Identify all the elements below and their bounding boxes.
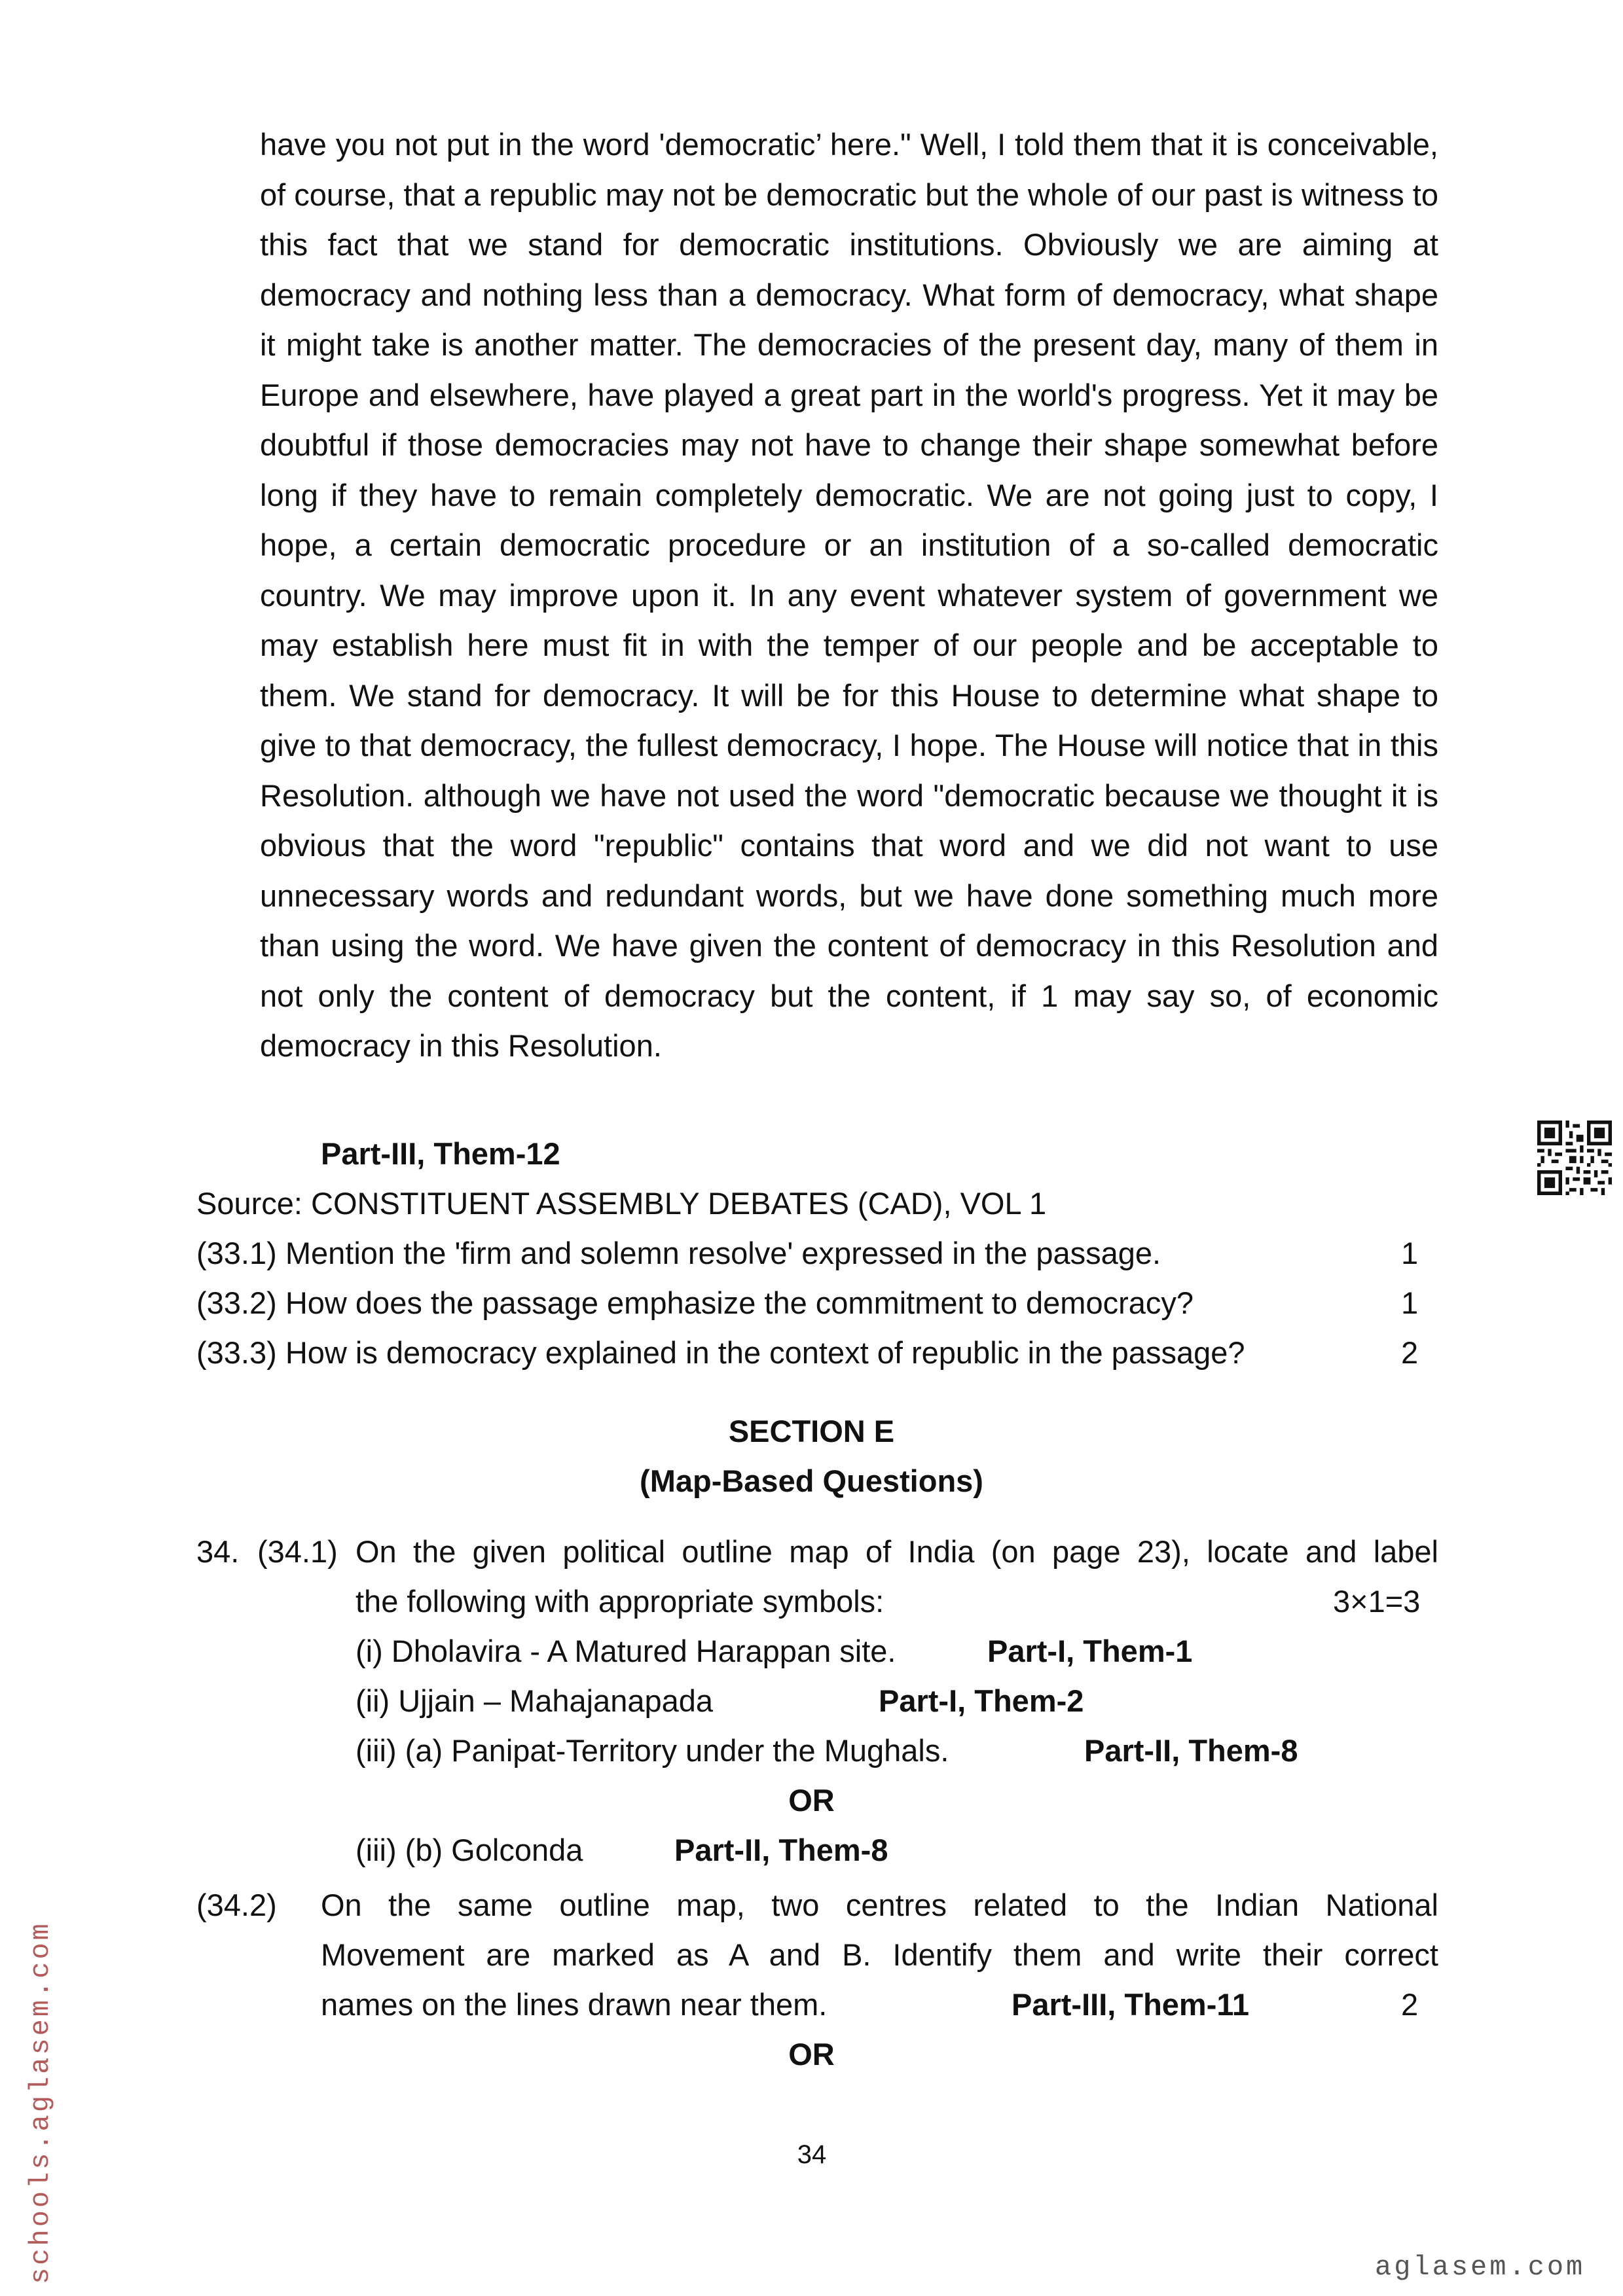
map-item-1-ref: Part-I, Them-1 <box>987 1634 1193 1668</box>
map-item-3b: (iii) (b) Golconda <box>356 1833 583 1867</box>
question-34-number: 34. <box>196 1534 240 1569</box>
question-34-2-line3: names on the lines drawn near them. <box>321 1987 828 2022</box>
or-separator-2: OR <box>788 2037 835 2072</box>
question-34-1-line1: On the given political outline map of India (on page 23), locate and label <box>356 1534 1438 1569</box>
map-item-3b-ref: Part-II, Them-8 <box>674 1833 888 1867</box>
qr-code-icon <box>1537 1121 1612 1195</box>
map-item-3a-ref: Part-II, Them-8 <box>1084 1733 1298 1768</box>
question-33-2: (33.2) How does the passage emphasize the commitment to democracy? <box>196 1285 1194 1320</box>
map-item-3a: (iii) (a) Panipat-Territory under the Mughals. <box>356 1733 949 1768</box>
passage-source: Source: CONSTITUENT ASSEMBLY DEBATES (CAD), VOL 1 <box>196 1186 1047 1221</box>
section-subtitle: (Map-Based Questions) <box>640 1463 983 1498</box>
passage-reference: Part-III, Them-12 <box>321 1136 560 1171</box>
map-item-2-ref: Part-I, Them-2 <box>879 1683 1084 1718</box>
bottom-watermark: aglasem.com <box>1375 2251 1586 2283</box>
question-33-1: (33.1) Mention the 'firm and solemn resolve' expressed in the passage. <box>196 1236 1161 1270</box>
question-34-2-marks: 2 <box>1401 1987 1419 2022</box>
passage-text: have you not put in the word 'democratic’ here." Well, I told them that it is conceivable, of course, that a republic may not be democratic but the whole of our past is witness to this fact that we stand for democratic institutions. Obviously we are aiming at democracy and nothing less than a democracy. What form of democracy, what shape it might take is another matter. The democracies of the present day, many of them in Europe and elsewhere, have played a great part in the world's progress. Yet it may be doubtful if those democracies may not have to change their shape somewhat before long if they have to remain completely democratic. We are not going just to copy, I hope, a certain democratic procedure or an institution of a so-called democratic country. We may improve upon it. In any event whatever system of government we may establish here must fit in with the temper of our people and be acceptable to them. We stand for democracy. It will be for this House to determine what shape to give to that democracy, the fullest democracy, I hope. The House will notice that in this Resolution. although we have not used the word "democratic because we thought it is obvious that the word "republic" contains that word and we did not want to use unnecessary words and redundant words, but we have done something much more than using the word. We have given the content of democracy in this Resolution and not only the content of democracy but the content, if 1 may say so, of economic democracy in this Resolution. <box>260 127 1438 1063</box>
question-33-3: (33.3) How is democracy explained in the context of republic in the passage? <box>196 1335 1245 1370</box>
question-34-2-ref: Part-III, Them-11 <box>1012 1987 1250 2022</box>
question-34-1-line2: the following with appropriate symbols: <box>356 1584 884 1619</box>
page-number: 34 <box>797 2140 827 2169</box>
question-34-2-line1: On the same outline map, two centres related to the Indian National <box>321 1888 1438 1922</box>
question-33-3-marks: 2 <box>1401 1335 1419 1370</box>
side-watermark: schools.aglasem.com <box>25 1921 56 2284</box>
question-33-1-marks: 1 <box>1401 1236 1419 1270</box>
question-34-1-marks: 3×1=3 <box>1333 1584 1421 1619</box>
question-34-2-line2: Movement are marked as A and B. Identify them and write their correct <box>321 1937 1438 1972</box>
section-title: SECTION E <box>728 1414 895 1448</box>
or-separator-1: OR <box>788 1783 835 1818</box>
source-passage <box>260 120 1438 1071</box>
map-item-1: (i) Dholavira - A Matured Harappan site. <box>356 1634 896 1668</box>
question-34-2-label: (34.2) <box>196 1888 277 1922</box>
question-33-2-marks: 1 <box>1401 1285 1419 1320</box>
question-34-1-label: (34.1) <box>257 1534 338 1569</box>
map-item-2: (ii) Ujjain – Mahajanapada <box>356 1683 714 1718</box>
